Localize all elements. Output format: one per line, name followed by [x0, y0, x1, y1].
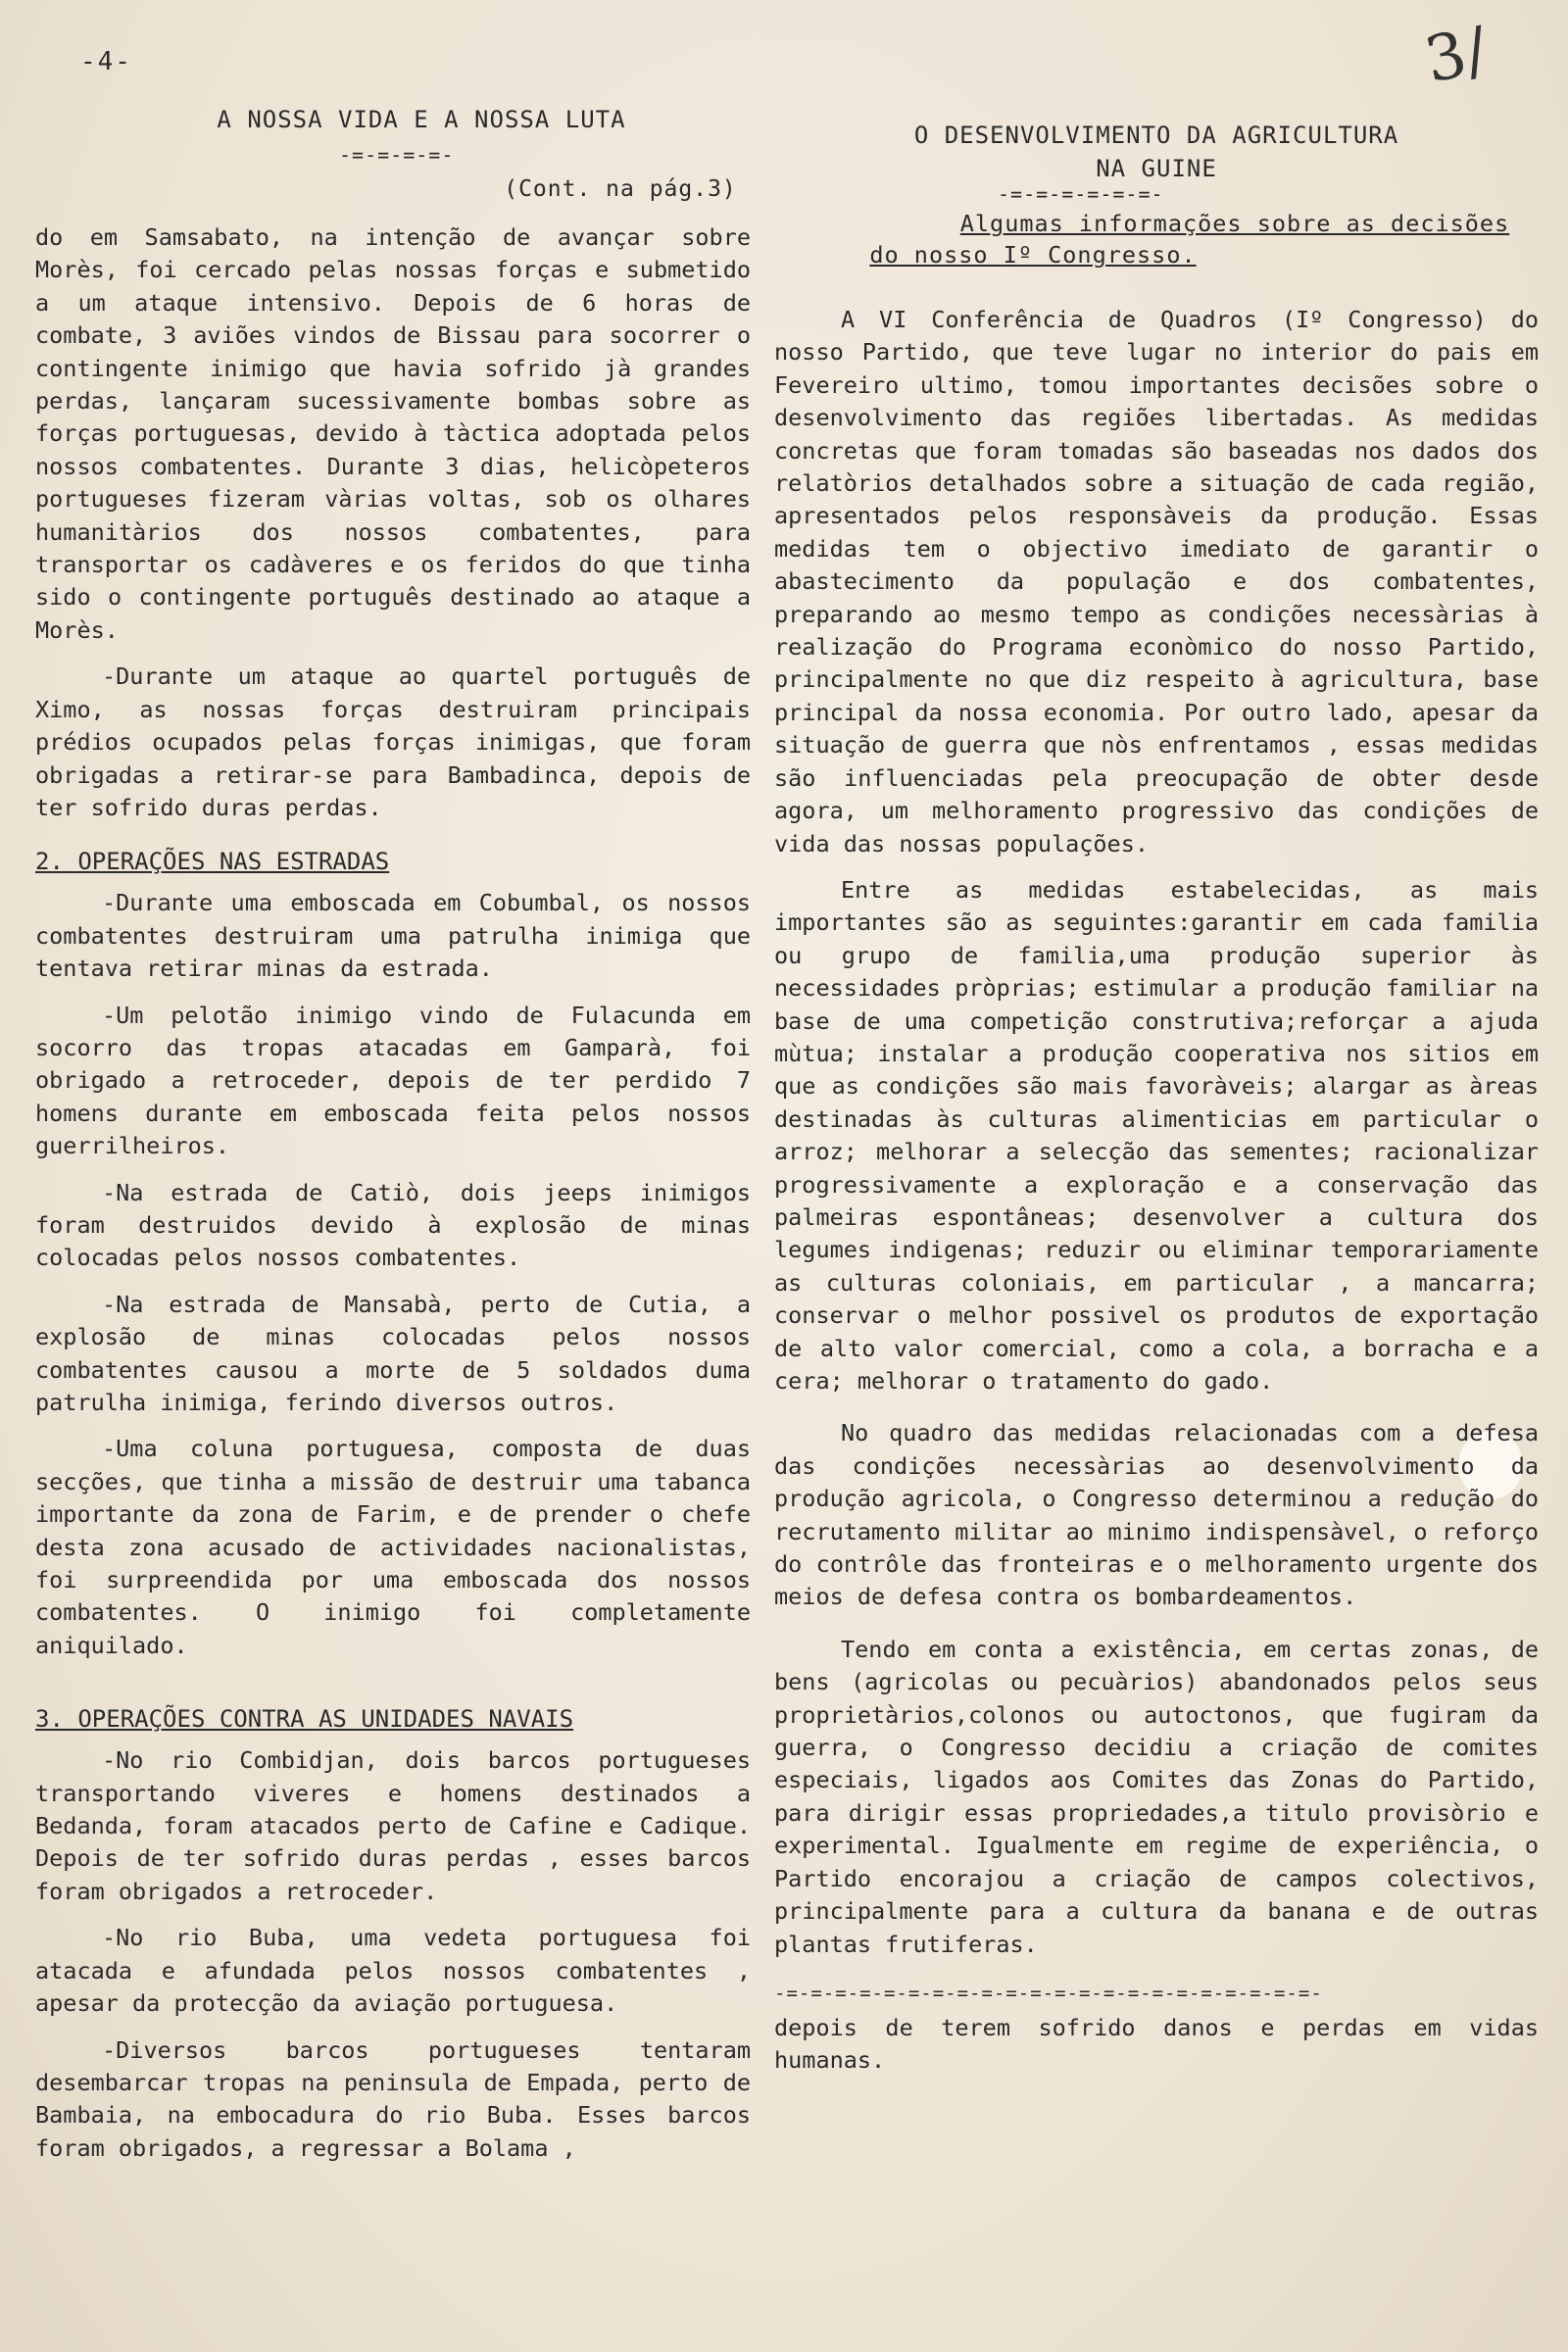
- left-paragraph: -Uma coluna portuguesa, composta de duas secções, que tinha a missão de destruir uma tabanca importante da zona de Farim, e de prender o chefe desta zona acusado de actividades nacionalistas, foi surpreendida por uma emboscada dos nossos combatentes. O inimigo foi completamente aniquilado.: [35, 1435, 751, 1659]
- left-paragraph: do em Samsabato, na intenção de avançar sobre Morès, foi cercado pelas nossas forças e submetido a um ataque intensivo. Depois de 6 horas de combate, 3 aviões vindos de Bissau para socorrer o contingente inimigo que havia sofrido jà grandes perdas, lançaram sucessivamente bombas sobre as forças portuguesas, devido à tàctica adoptada pelos nossos combatentes. Durante 3 dias, helicòpeteros portugueses fizeram vàrias voltas, sob os olhares humanitàrios dos nossos combatentes, para transportar os cadàveres e os feridos do que tinha sido o contingente português destinado ao ataque a Morès.: [35, 223, 751, 644]
- left-paragraph: -No rio Buba, uma vedeta portuguesa foi atacada e afundada pelos nossos combatentes , apesar da protecção da aviação portuguesa.: [35, 1924, 751, 2018]
- continuation-note: (Cont. na pág.3): [504, 176, 737, 202]
- right-column: [774, 304, 1539, 2078]
- left-title-underline: -=-=-=-=-: [339, 143, 455, 167]
- handwritten-page-mark: 3/: [1418, 14, 1494, 98]
- right-article-title-line2: NA GUINE: [1096, 155, 1217, 182]
- right-paragraph: Tendo em conta a existência, em certas zonas, de bens (agricolas ou pecuàrios) abandonados pelos seus proprietàrios,colonos ou autoctonos, que fugiram da guerra, o Congresso decidiu a criação de comites especiais, ligados aos Comites das Zonas do Partido, para dirigir essas propriedades,a titulo provisòrio e experimental. Igualmente em regime de experiência, o Partido encorajou a criação de campos colectivos, principalmente para a cultura da banana e de outras plantas frutiferas.: [774, 1635, 1539, 1958]
- page-number: -4-: [80, 47, 132, 76]
- right-title-underline: -=-=-=-=-=-=-: [998, 182, 1164, 206]
- right-paragraph: Entre as medidas estabelecidas, as mais importantes são as seguintes:garantir em cada familia ou grupo de familia,uma produção superior às necessidades pròprias; estimular a produção familiar na base de uma competição construtiva;reforçar a ajuda mùtua; instalar a produção cooperativa nos sitios em que as condições são mais favoràveis; alargar as àreas destinadas às culturas alimenticias em particular o arroz; melhorar a selecção das sementes; racionalizar progressivamente a exploração e a conservação das palmeiras espontâneas; desenvolver a cultura dos legumes indigenas; reduzir ou eliminar temporariamente as culturas coloniais, em particular , a mancarra; conservar o melhor possivel os produtos de exportação de alto valor comercial, como a cola, a borracha e a cera; melhorar o tratamento do gado.: [774, 875, 1539, 1395]
- left-paragraph: -Diversos barcos portugueses tentaram desembarcar tropas na peninsula de Empada, perto de Bambaia, na embocadura do rio Buba. Esses barcos foram obrigados, a regressar a Bolama ,: [35, 2035, 751, 2162]
- divider: -=-=-=-=-=-=-=-=-=-=-=-=-=-=-=-=-=-=-=-=-=-=-: [774, 1982, 1323, 2004]
- left-paragraph: -Na estrada de Catiò, dois jeeps inimigos foram destruidos devido à explosão de minas colocadas pelos nossos combatentes.: [35, 1178, 751, 1272]
- right-paragraph: A VI Conferência de Quadros (Iº Congresso) do nosso Partido, que teve lugar no interior do pais em Fevereiro ultimo, tomou importantes decisões sobre o desenvolvimento das regiões libertadas. As medidas concretas que foram tomadas são baseadas nos dados dos relatòrios detalhados sobre a situação de cada região, apresentados pelos responsàveis da produção. Essas medidas tem o objectivo imediato de garantir o abastecimento da população e dos combatentes, preparando ao mesmo tempo as condições necessàrias à realização do Programa econòmico do nosso Partido, principalmente no que diz respeito à agricultura, base principal da nossa economia. Por outro lado, apesar da situação de guerra que nòs enfrentamos , essas medidas são influenciadas pela preocupação de obter desde agora, um melhoramento progressivo das condições de vida das nossas populações.: [774, 306, 1539, 858]
- right-paragraph: No quadro das medidas relacionadas com a defesa das condições necessàrias ao desenvolvimento da produção agricola, o Congresso determinou a redução do recrutamento militar ao minimo indispensàvel, o reforço do contrôle das fronteiras e o melhoramento urgente dos meios de defesa contra os bombardeamentos.: [774, 1419, 1539, 1611]
- left-paragraph: -Durante um ataque ao quartel português de Ximo, as nossas forças destruiram principais prédios ocupados pelas forças inimigas, que foram obrigadas a retirar-se para Bambadinca, depois de ter sofrido duras perdas.: [35, 662, 751, 821]
- left-paragraph: -Durante uma emboscada em Cobumbal, os nossos combatentes destruiram uma patrulha inimiga que tentava retirar minas da estrada.: [35, 889, 751, 983]
- left-paragraph: -Um pelotão inimigo vindo de Fulacunda em socorro das tropas atacadas em Gamparà, foi obrigado a retroceder, depois de ter perdido 7 homens durante em emboscada feita pelos nossos guerrilheiros.: [35, 1001, 751, 1160]
- section-heading: 3. OPERAÇÕES CONTRA AS UNIDADES NAVAIS: [35, 1705, 574, 1734]
- right-subtitle-line1: Algumas informações sobre as decisões: [959, 210, 1510, 237]
- section-heading: 2. OPERAÇÕES NAS ESTRADAS: [35, 848, 390, 876]
- right-paragraph: depois de terem sofrido danos e perdas em vidas humanas.: [774, 2013, 1539, 2075]
- left-article-title: A NOSSA VIDA E A NOSSA LUTA: [217, 106, 626, 133]
- right-subtitle-line2: do nosso Iº Congresso.: [869, 241, 1197, 269]
- left-paragraph: -Na estrada de Mansabà, perto de Cutia, a explosão de minas colocadas pelos nossos combatentes causou a morte de 5 soldados duma patrulha inimiga, ferindo diversos outros.: [35, 1290, 751, 1416]
- left-paragraph: -No rio Combidjan, dois barcos portugueses transportando viveres e homens destinados a Bedanda, foram atacados perto de Cafine e Cadique. Depois de ter sofrido duras perdas , esses barcos foram obrigados a retroceder.: [35, 1746, 751, 1905]
- left-column: [35, 221, 751, 2165]
- right-article-title-line1: O DESENVOLVIMENTO DA AGRICULTURA: [913, 122, 1399, 149]
